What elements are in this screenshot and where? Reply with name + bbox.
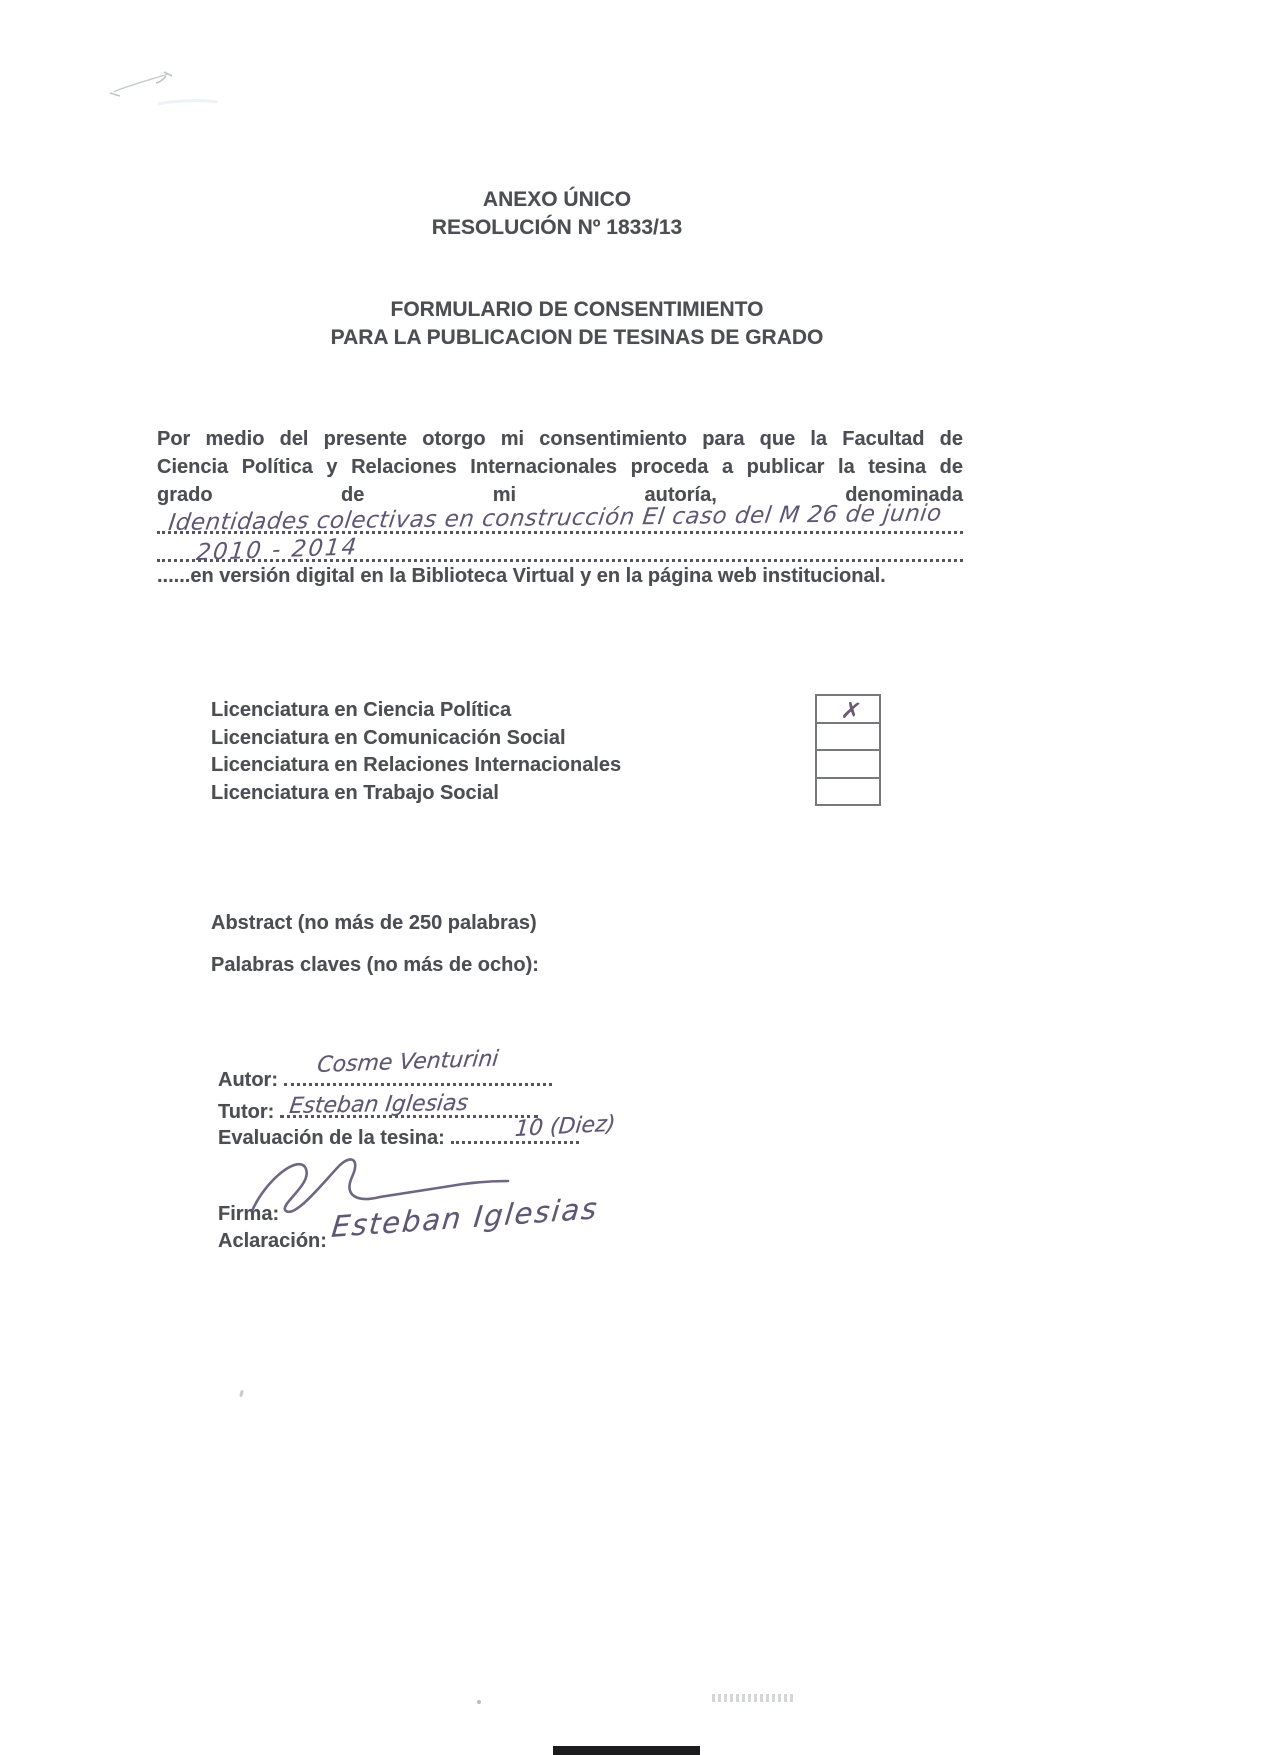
handwritten-x-mark: ✗ (839, 695, 864, 727)
evaluation-label: Evaluación de la tesina: (218, 1127, 445, 1149)
handwritten-evaluation-grade: 10 (Diez) (514, 1111, 617, 1142)
pen-scribble-mark (106, 60, 226, 116)
signature-label: Firma: (218, 1203, 280, 1225)
checkbox-comunicacion-social (817, 724, 879, 752)
handwritten-tutor-name: Esteban Iglesias (288, 1090, 470, 1119)
author-label: Autor: (218, 1069, 278, 1091)
form-header (0, 186, 1114, 242)
clarification-label: Aclaración: (218, 1230, 327, 1252)
signature-row (218, 1203, 279, 1226)
consent-word: de (340, 484, 365, 506)
scan-noise-smudge (712, 1694, 794, 1702)
tutor-row (218, 1090, 538, 1124)
handwritten-author-name: Cosme Venturini (316, 1046, 500, 1078)
consent-word: grado (157, 484, 213, 506)
consent-closing-line: ......en versión digital en la Biblioteca Virtual y en la página web institucional. (157, 565, 886, 587)
scan-artifact-bar (553, 1746, 700, 1755)
degree-item-ciencia-politica: Licenciatura en Ciencia Política (211, 699, 512, 721)
checkbox-ciencia-politica (817, 695, 879, 727)
consent-line-2: Ciencia Política y Relaciones Internacionales proceda a publicar la tesina de (157, 456, 963, 478)
consent-word: autoría, (644, 484, 717, 506)
form-title-line1: FORMULARIO DE CONSENTIMIENTO (390, 298, 764, 321)
handwritten-thesis-years: 2010 - 2014 (195, 534, 360, 566)
degree-checkbox-table (815, 694, 881, 806)
handwritten-thesis-title: Identidades colectivas en construcción El caso del M 26 de junio (167, 500, 944, 536)
abstract-label: Abstract (no más de 250 palabras) (211, 912, 537, 934)
resolution-number: RESOLUCIÓN Nº 1833/13 (431, 216, 683, 239)
scan-speck (239, 1390, 244, 1398)
checkbox-trabajo-social (817, 779, 879, 805)
thesis-years-dotted-line (157, 534, 963, 566)
author-row (218, 1046, 552, 1092)
consent-word: mi (492, 484, 517, 506)
degree-item-trabajo-social: Licenciatura en Trabajo Social (211, 781, 499, 804)
degree-item-relaciones-internacionales: Licenciatura en Relaciones Internacionales (211, 754, 622, 776)
keywords-label: Palabras claves (no más de ocho): (211, 954, 539, 976)
annex-title: ANEXO ÚNICO (482, 188, 632, 211)
handwritten-clarification-name: Esteban Iglesias (330, 1191, 601, 1244)
tutor-label: Tutor: (218, 1101, 275, 1123)
checkbox-relaciones-internacionales (817, 751, 879, 779)
consent-word: denominada (845, 484, 963, 506)
scan-speck (477, 1700, 481, 1704)
degree-item-comunicacion-social: Licenciatura en Comunicación Social (211, 726, 566, 749)
degrees-list (211, 697, 621, 807)
form-subtitle (0, 296, 1154, 352)
thesis-title-dotted-line (157, 500, 963, 536)
consent-line-1: Por medio del presente otorgo mi consentimiento para que la Facultad de (157, 428, 963, 450)
form-title-line2: PARA LA PUBLICACION DE TESINAS DE GRADO (330, 326, 824, 349)
